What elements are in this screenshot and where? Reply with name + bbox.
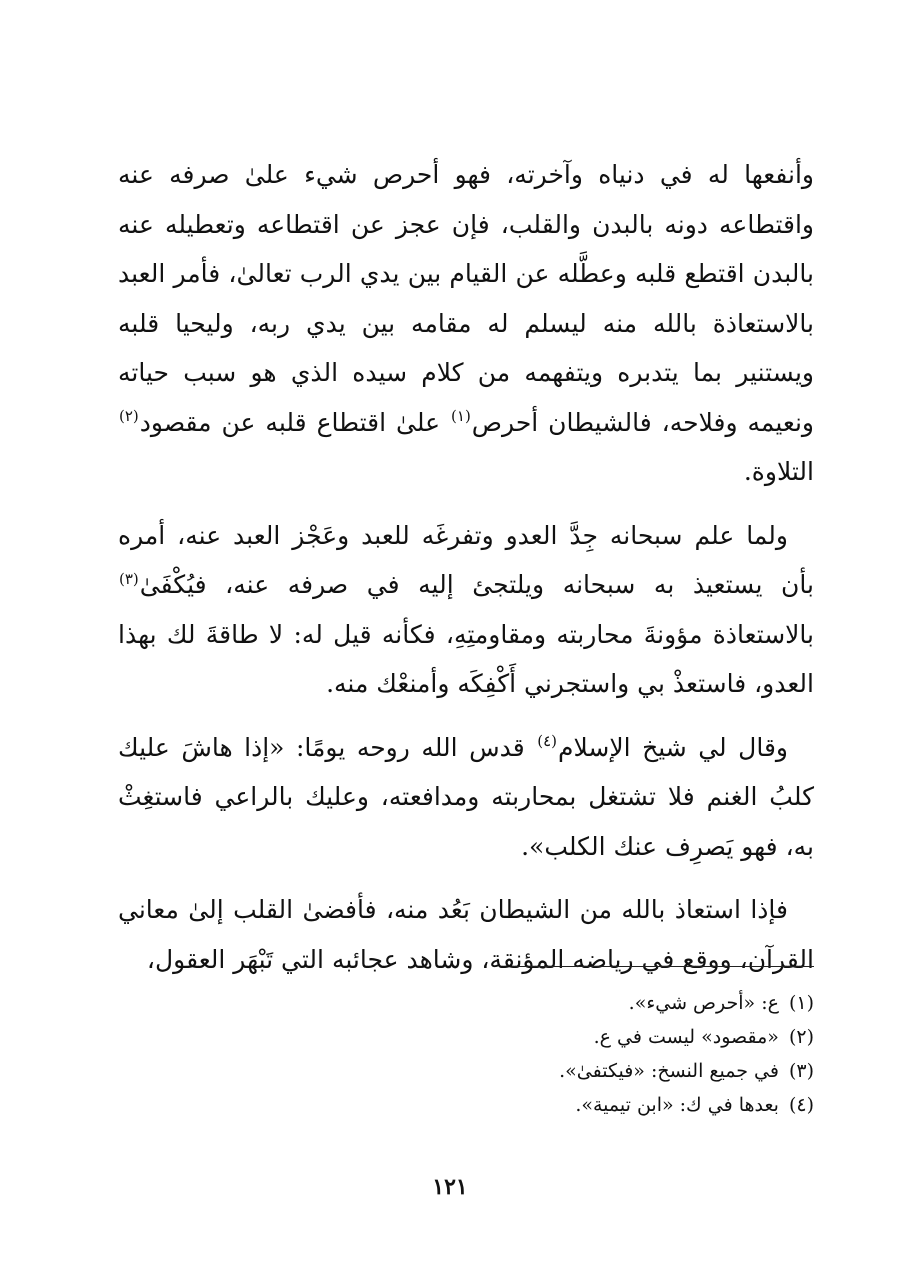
footnote-number: (١)	[788, 992, 814, 1014]
footnote-text: في جميع النسخ: «فيكتفىٰ».	[559, 1060, 779, 1082]
footnote-ref-1: (١)	[451, 407, 471, 426]
footnote-ref-2: (٢)	[119, 407, 139, 426]
paragraph-1: وأنفعها له في دنياه وآخرته، فهو أحرص شيء علىٰ صرفه عنه واقتطاعه دونه بالبدن والقلب، فإن عجز عن اقتطاعه وتعطيله عنه بالبدن اقتطع قلبه وعطَّله عن القيام بين يدي الرب تعالىٰ، فأمر العبد بالاستعاذة بالله منه ليسلم له مقامه بين يدي ربه، وليحيا قلبه ويستنير بما يتدبره ويتفهمه من كلام سيده الذي هو سبب حياته ونعيمه وفلاحه، فالشيطان أحرص$^{(١)}$ علىٰ اقتطاع قلبه عن مقصود$^{(٢)}$ التلاوة.	[118, 160, 814, 486]
footnote-number: (٢)	[788, 1026, 814, 1048]
footnote-text: بعدها في ك: «ابن تيمية».	[575, 1094, 779, 1116]
footnote-number: (٣)	[788, 1060, 814, 1082]
footnote-number: (٤)	[788, 1094, 814, 1116]
footnote-ref-3: (٣)	[119, 569, 139, 588]
footnote-2	[214, 1020, 814, 1054]
paragraph-2: ولما علم سبحانه جِدَّ العدو وتفرغَه للعبد وعَجْز العبد عنه، أمره بأن يستعيذ به سبحانه ويلتجئ إليه في صرفه عنه، فيُكْفَىٰ$^{(٣)}$ بالاستعاذة مؤونةَ محاربته ومقاومتِهِ، فكأنه قيل له: لا طاقةَ لك بهذا العدو، فاستعذْ بي واستجرني أَكْفِكَه وأمنعْك منه.	[118, 520, 814, 698]
footnote-ref-4: (٤)	[537, 732, 557, 751]
page-number: ١٢١	[432, 1174, 468, 1200]
footnote-separator	[512, 966, 814, 967]
footnotes	[214, 986, 814, 1122]
footnote-1	[214, 986, 814, 1020]
paragraph-4: فإذا استعاذ بالله من الشيطان بَعُد منه، فأفضىٰ القلب إلىٰ معاني القرآن، ووقع في رياضه المؤنقة، وشاهد عجائبه التي تَبْهَر العقول،	[118, 895, 814, 974]
footnote-text: «مقصود» ليست في ع.	[593, 1026, 779, 1048]
footnote-3	[214, 1054, 814, 1088]
main-text	[118, 150, 814, 998]
footnote-text: ع: «أحرص شيء».	[628, 992, 779, 1014]
footnote-4	[214, 1088, 814, 1122]
paragraph-3: وقال لي شيخ الإسلام$^{(٤)}$ قدس الله روحه يومًا: «إذا هاشَ عليك كلبُ الغنم فلا تشتغل بمحاربته ومدافعته، وعليك بالراعي فاستغِثْ به، فهو يَصرِف عنك الكلب».	[118, 732, 814, 861]
